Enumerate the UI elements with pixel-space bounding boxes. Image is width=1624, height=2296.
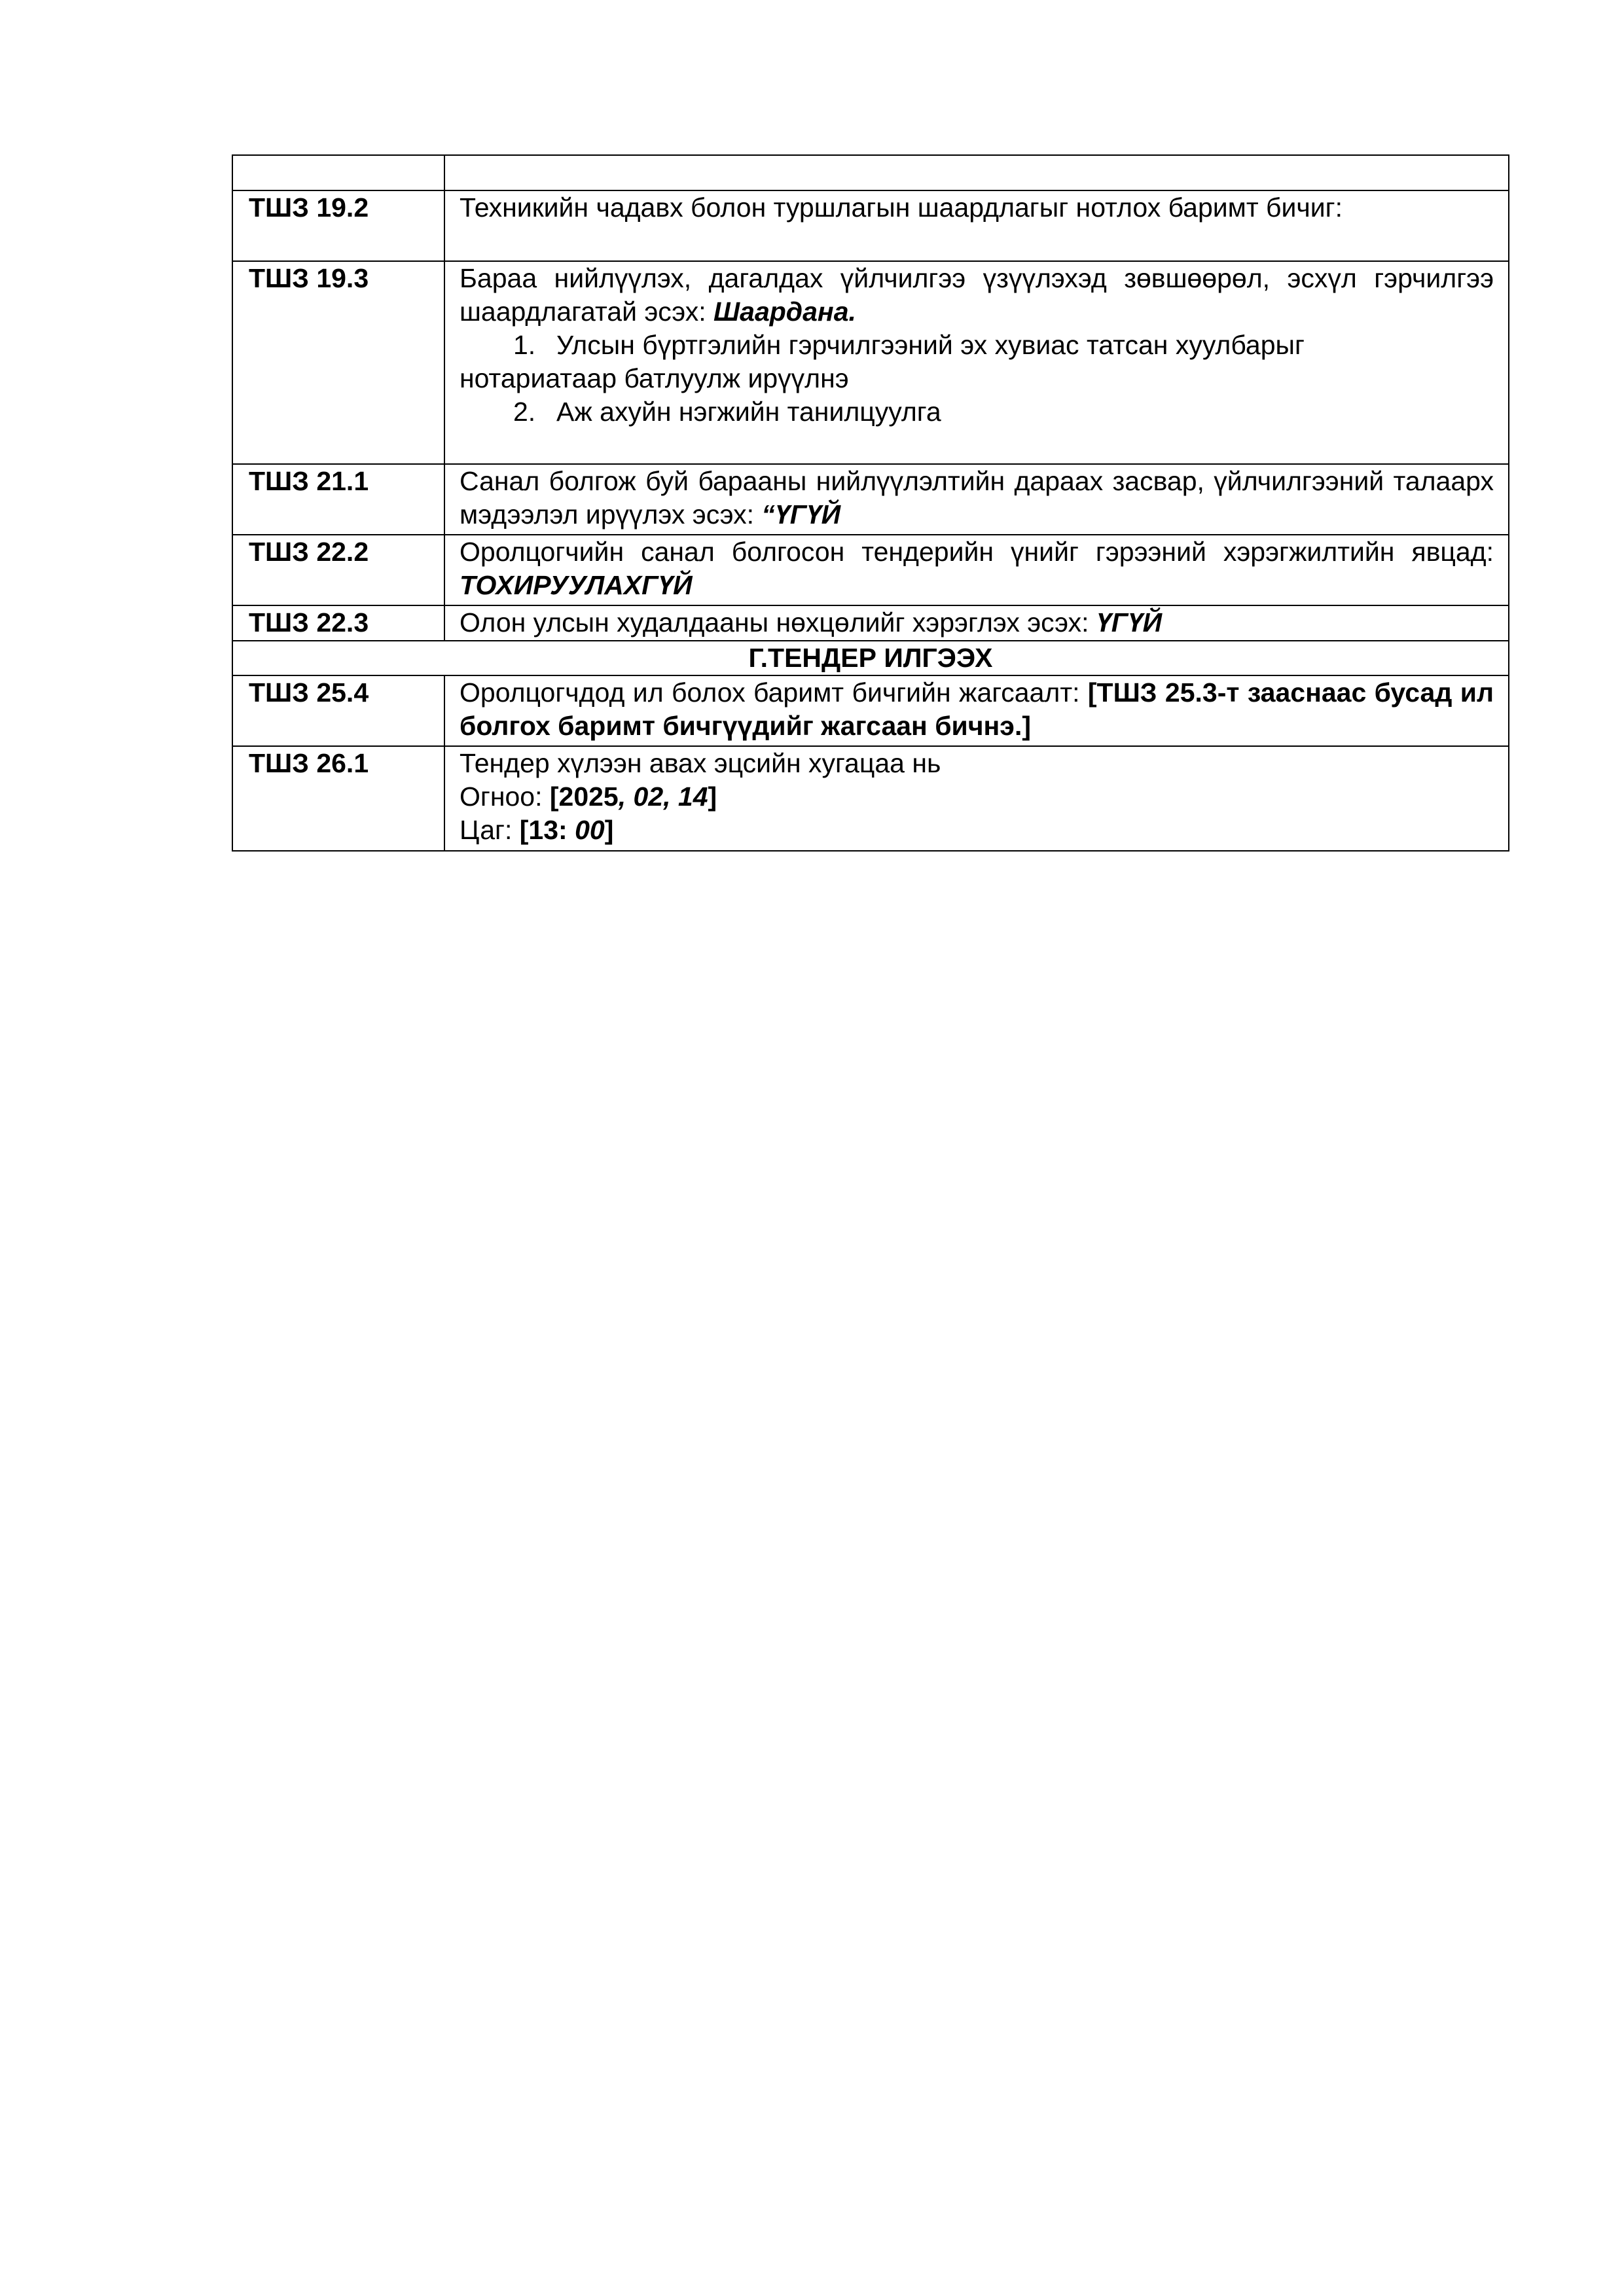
- date-label: Огноо:: [460, 781, 550, 812]
- clause-body: Санал болгож буй барааны нийлүүлэлтийн дараах засвар, үйлчилгээний талаарх мэдээлэл ирүүлэх эсэх:: [460, 466, 1494, 529]
- clause-body: Оролцогчийн санал болгосон тендерийн үнийг гэрээний хэрэгжилтийн явцад:: [460, 537, 1494, 567]
- clause-text: [444, 746, 1509, 851]
- clause-code: ТШЗ 22.2: [232, 535, 444, 605]
- clause-code: ТШЗ 25.4: [232, 675, 444, 746]
- clause-body: Оролцогчдод ил болох баримт бичгийн жагсаалт:: [460, 677, 1088, 708]
- deadline-title: Тендер хүлээн авах эцсийн хугацаа нь: [460, 748, 941, 778]
- clause-text: [444, 605, 1509, 641]
- table-row: [232, 190, 1509, 261]
- date-value-close: ]: [708, 781, 717, 812]
- item-text-continued: нотариатаар батлуулж ирүүлнэ: [460, 363, 849, 393]
- clause-code: ТШЗ 26.1: [232, 746, 444, 851]
- table-row: [232, 535, 1509, 605]
- table-row: [232, 746, 1509, 851]
- deadline-time: [460, 814, 1494, 847]
- empty-text-cell: [444, 155, 1509, 190]
- section-row: [232, 641, 1509, 675]
- date-value-rest: , 02, 14: [618, 781, 708, 812]
- time-value-open: [13:: [519, 815, 575, 845]
- time-label: Цаг:: [460, 815, 520, 845]
- table-row: [232, 675, 1509, 746]
- date-value-open: [2025: [549, 781, 619, 812]
- item-number: 1.: [513, 330, 536, 360]
- table-row-empty: [232, 155, 1509, 190]
- clause-code: ТШЗ 21.1: [232, 464, 444, 535]
- item-number: 2.: [513, 397, 536, 427]
- clause-answer: “ҮГҮЙ: [761, 499, 841, 529]
- clause-answer: ҮГҮЙ: [1096, 607, 1163, 637]
- tender-data-sheet-table: [232, 154, 1509, 852]
- table-row: [232, 261, 1509, 464]
- clause-answer: ТОХИРУУЛАХГҮЙ: [460, 570, 693, 600]
- numbered-item: [460, 329, 1494, 362]
- clause-text: [444, 190, 1509, 261]
- clause-body: Бараа нийлүүлэх, дагалдах үйлчилгээ үзүүлэхэд зөвшөөрөл, эсхүл гэрчилгээ шаардлагатай эсэх:: [460, 263, 1494, 327]
- time-value-rest: 00: [575, 815, 605, 845]
- clause-answer: Шаардана.: [713, 296, 856, 327]
- table-row: [232, 605, 1509, 641]
- item-text: Аж ахуйн нэгжийн танилцуулга: [556, 397, 941, 427]
- time-value-close: ]: [604, 815, 614, 845]
- clause-body: Олон улсын худалдааны нөхцөлийг хэрэглэх эсэх:: [460, 607, 1096, 637]
- clause-code: ТШЗ 22.3: [232, 605, 444, 641]
- clause-text: [444, 261, 1509, 464]
- deadline-date: [460, 780, 1494, 814]
- clause-code: ТШЗ 19.2: [232, 190, 444, 261]
- clause-body: Техникийн чадавх болон туршлагын шаардлагыг нотлох баримт бичиг:: [460, 192, 1343, 223]
- section-heading: Г.ТЕНДЕР ИЛГЭЭХ: [232, 641, 1509, 675]
- clause-code: ТШЗ 19.3: [232, 261, 444, 464]
- table-row: [232, 464, 1509, 535]
- clause-text: [444, 535, 1509, 605]
- clause-text: [444, 675, 1509, 746]
- empty-code-cell: [232, 155, 444, 190]
- item-text: Улсын бүртгэлийн гэрчилгээний эх хувиас татсан хуулбарыг: [556, 330, 1305, 360]
- numbered-item: [460, 395, 1494, 429]
- clause-answer: [ТШЗ 25.3-т зааснаас бусад ил болгох баримт бичгүүдийг жагсаан бичнэ.]: [460, 677, 1494, 741]
- clause-text: [444, 464, 1509, 535]
